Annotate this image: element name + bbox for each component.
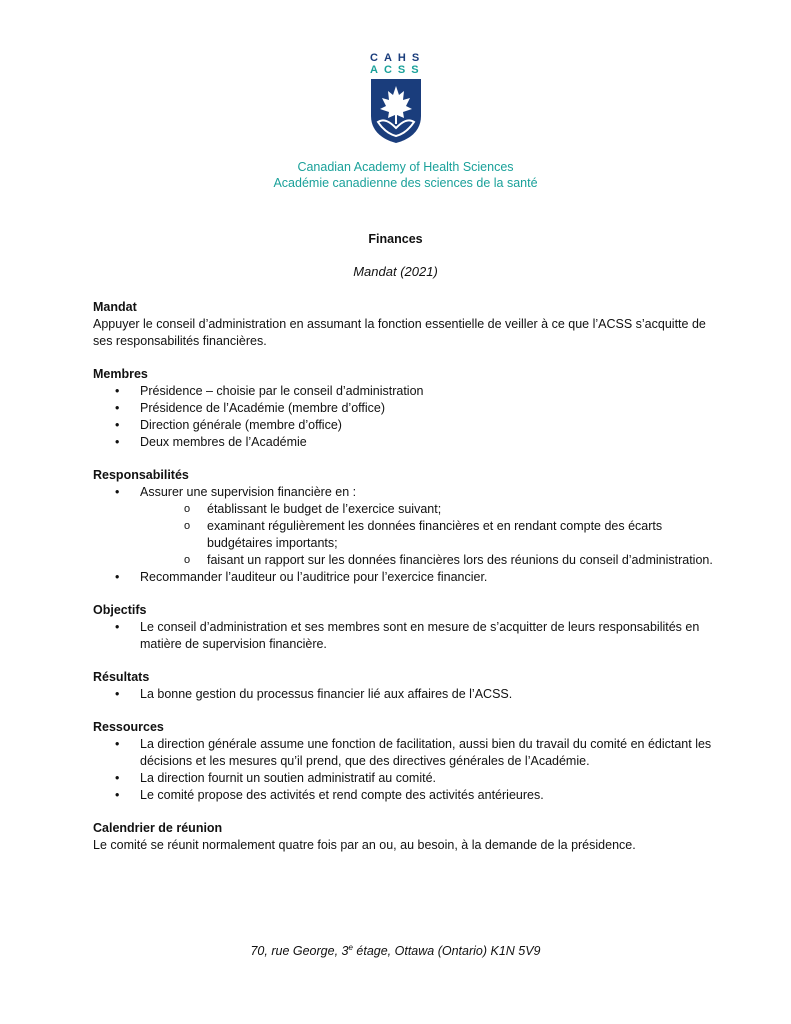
logo-letters-cahs: CAHS — [370, 52, 426, 64]
bullet-list — [93, 383, 713, 451]
sub-list-item: o établissant le budget de l’exercice suivant; — [162, 501, 713, 518]
section-heading: Résultats — [93, 670, 150, 684]
logo-text-acss — [370, 64, 425, 76]
list-item-text: Assurer une supervision financière en : — [140, 485, 357, 499]
footer-address-part2: étage, Ottawa (Ontario) K1N 5V9 — [352, 944, 541, 959]
section-calendrier — [93, 820, 713, 854]
logo-letters-acss: ACSS — [370, 64, 425, 76]
cahs-acss-logo — [370, 52, 426, 144]
section-text: Appuyer le conseil d’administration en assumant la fonction essentielle de veiller à ce que l’ACSS s’acquitte de ses responsabilités financières. — [93, 317, 706, 348]
list-item: • Recommander l’auditeur ou l’auditrice pour l’exercice financier. — [93, 569, 713, 586]
list-item: • Le conseil d’administration et ses membres sont en mesure de s’acquitter de leurs responsabilités en matière de supervision financière. — [93, 619, 713, 653]
list-item: • Le comité propose des activités et rend compte des activités antérieures. — [93, 787, 713, 804]
section-objectifs — [93, 602, 713, 653]
list-item: • Présidence de l’Académie (membre d’office) — [93, 400, 713, 417]
document-body — [93, 299, 713, 870]
section-mandat — [93, 299, 713, 350]
list-item: • Présidence – choisie par le conseil d’administration — [93, 383, 713, 400]
logo-text-cahs — [370, 52, 426, 64]
footer-address-superscript: e — [348, 943, 353, 952]
list-item: • La direction générale assume une fonction de facilitation, aussi bien du travail du comité en édictant les décisions et les mesures qu’il prend, que des directives générales de l’Académie. — [93, 736, 713, 770]
document-title: Finances — [368, 232, 423, 246]
organization-name — [0, 159, 791, 191]
bullet-list — [93, 686, 713, 703]
list-item: • La bonne gestion du processus financier lié aux affaires de l’ACSS. — [93, 686, 713, 703]
section-heading: Ressources — [93, 720, 164, 734]
bullet-list — [93, 736, 713, 804]
list-item — [93, 484, 713, 569]
sub-bullet-list — [162, 501, 713, 569]
sub-list-item: o faisant un rapport sur les données financières lors des réunions du conseil d’administration. — [162, 552, 713, 569]
section-text: Le comité se réunit normalement quatre fois par an ou, au besoin, à la demande de la présidence. — [93, 838, 636, 852]
organization-name-en: Canadian Academy of Health Sciences — [297, 160, 514, 174]
section-heading: Calendrier de réunion — [93, 821, 223, 835]
section-resultats — [93, 669, 713, 703]
section-responsabilites — [93, 467, 713, 586]
sub-list-item: o examinant régulièrement les données financières et en rendant compte des écarts budgétaires importants; — [162, 518, 713, 552]
bullet-list — [93, 484, 713, 586]
shield-maple-leaf-icon — [370, 78, 422, 144]
section-heading: Responsabilités — [93, 468, 189, 482]
list-item: • Deux membres de l’Académie — [93, 434, 713, 451]
list-item: • La direction fournit un soutien administratif au comité. — [93, 770, 713, 787]
section-ressources — [93, 719, 713, 804]
footer-address-part1: 70, rue George, 3 — [250, 944, 349, 959]
organization-name-fr: Académie canadienne des sciences de la santé — [273, 176, 538, 190]
section-heading: Mandat — [93, 300, 137, 314]
section-heading: Objectifs — [93, 603, 147, 617]
footer-address — [0, 943, 791, 958]
bullet-list — [93, 619, 713, 653]
document-subtitle: Mandat (2021) — [353, 264, 438, 279]
list-item: • Direction générale (membre d’office) — [93, 417, 713, 434]
section-membres — [93, 366, 713, 451]
section-heading: Membres — [93, 367, 148, 381]
